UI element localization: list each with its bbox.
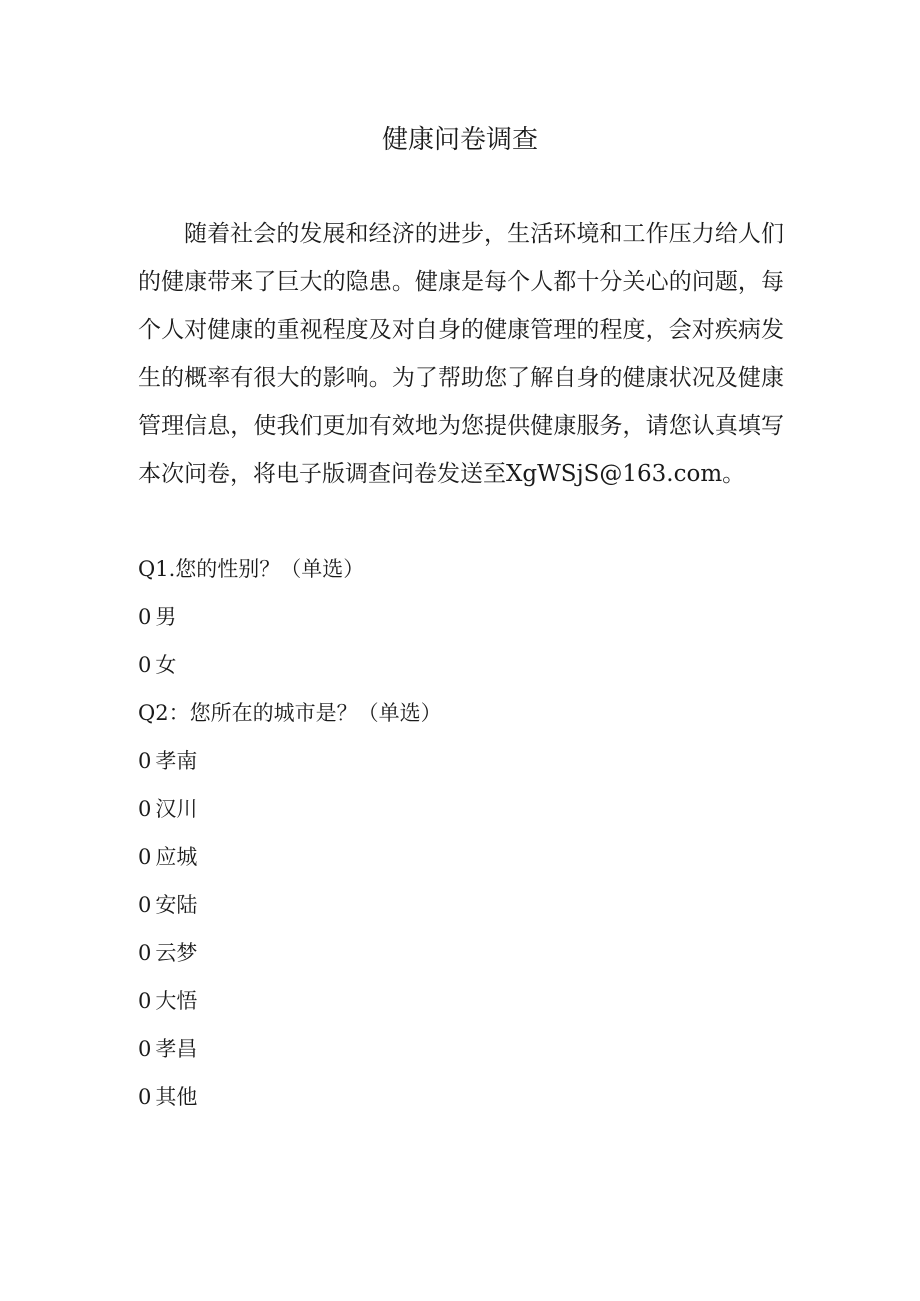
q2-option-yingcheng[interactable] [138, 833, 784, 881]
option-label: 孝南 [155, 749, 198, 773]
q1-option-female[interactable] [138, 641, 784, 689]
q2-option-xiaochang[interactable] [138, 1025, 784, 1073]
q2-option-xiaonan[interactable] [138, 737, 784, 785]
question-1-text: Q1.您的性别？（单选） [138, 557, 365, 581]
q1-option-male[interactable] [138, 593, 784, 641]
intro-paragraph: 随着社会的发展和经济的进步，生活环境和工作压力给人们的健康带来了巨大的隐患。健康是每个人都十分关心的问题，每个人对健康的重视程度及对自身的健康管理的程度，会对疾病发生的概率有很大的影响。为了帮助您了解自身的健康状况及健康管理信息，使我们更加有效地为您提供健康服务，请您认真填写本次问卷，将电子版调查问卷发送至XgWSjS@163.com。 [138, 221, 784, 487]
radio-marker: 0 [138, 653, 152, 677]
option-label: 男 [155, 605, 177, 629]
radio-marker: 0 [138, 1085, 152, 1109]
questionnaire [138, 545, 784, 1121]
q2-option-dawu[interactable] [138, 977, 784, 1025]
option-label: 安陆 [155, 893, 198, 917]
option-label: 汉川 [155, 797, 198, 821]
radio-marker: 0 [138, 1037, 152, 1061]
radio-marker: 0 [138, 845, 152, 869]
question-2-text: Q2：您所在的城市是？（单选） [138, 701, 442, 725]
radio-marker: 0 [138, 893, 152, 917]
q2-option-other[interactable] [138, 1073, 784, 1121]
radio-marker: 0 [138, 605, 152, 629]
option-label: 大悟 [155, 989, 198, 1013]
option-label: 应城 [155, 845, 198, 869]
q2-option-anlu[interactable] [138, 881, 784, 929]
radio-marker: 0 [138, 797, 152, 821]
q2-option-yunmeng[interactable] [138, 929, 784, 977]
option-label: 其他 [155, 1085, 198, 1109]
radio-marker: 0 [138, 989, 152, 1013]
option-label: 云梦 [155, 941, 198, 965]
radio-marker: 0 [138, 749, 152, 773]
radio-marker: 0 [138, 941, 152, 965]
q2-option-hanchuan[interactable] [138, 785, 784, 833]
option-label: 女 [155, 653, 177, 677]
document-title: 健康问卷调查 [381, 125, 538, 155]
option-label: 孝昌 [155, 1037, 198, 1061]
